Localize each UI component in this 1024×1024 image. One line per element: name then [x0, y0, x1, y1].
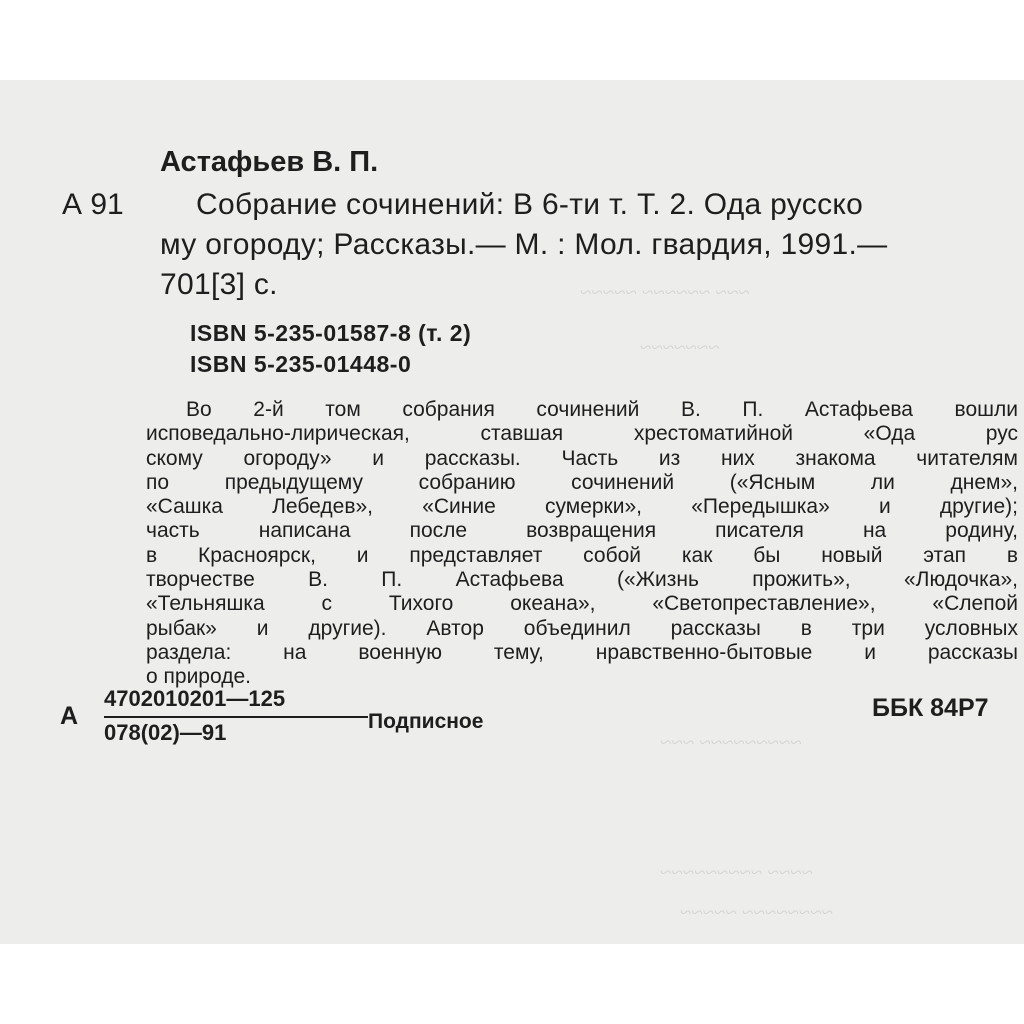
annotation-line: о природе.	[146, 665, 251, 689]
catalog-card-page	[0, 80, 1024, 944]
fraction-divider	[104, 716, 368, 718]
title-line-2: му огороду; Рассказы.— М. : Мол. гвардия, 1991.—	[160, 228, 888, 261]
annotation-line: раздела: на военную тему, нравственно-бытовые и рассказы	[146, 640, 1018, 664]
title-line-1: Собрание сочинений: В 6-ти т. Т. 2. Ода русско	[196, 188, 864, 221]
classification-denominator: 078(02)—91	[104, 720, 227, 745]
annotation-line: часть написана после возвращения писателя на родину,	[146, 519, 1018, 543]
author-heading: Астафьев В. П.	[160, 146, 379, 178]
footer-letter: А	[60, 702, 79, 730]
annotation-line: исповедально-лирическая, ставшая хрестоматийной «Ода рус	[146, 422, 1018, 446]
author-sign-code: А 91	[62, 188, 124, 221]
annotation-line: рыбак» и другие). Автор объединил рассказы в три условных	[146, 616, 1018, 640]
bbk-code: ББК 84Р7	[872, 694, 989, 722]
annotation-line: творчестве В. П. Астафьева («Жизнь прожить», «Людочка»,	[146, 568, 1018, 592]
annotation-line: Во 2-й том собрания сочинений В. П. Астафьева вошли	[186, 398, 1018, 421]
bleed-through-decoration: ~~~ ~~~~~~ ~~~~~	[580, 280, 750, 304]
annotation-line: «Тельняшка с Тихого океана», «Светопреставление», «Слепой	[146, 592, 1018, 616]
isbn-volume: ISBN 5-235-01587-8 (т. 2)	[190, 320, 472, 346]
annotation-line: в Красноярск, и представляет собой как бы новый этап в	[146, 543, 1018, 567]
annotation-line: по предыдущему собранию сочинений («Ясным ли днем»,	[146, 470, 1018, 494]
annotation-line: «Сашка Лебедев», «Синие сумерки», «Передышка» и другие);	[146, 495, 1018, 519]
bleed-through-decoration: ~~~~~~~~~ ~~~	[660, 730, 802, 754]
bleed-through-decoration: ~~~~ ~~~~~~~~~	[660, 860, 813, 884]
bleed-through-decoration: ~~~~~~~~ ~~~~~	[680, 900, 833, 924]
isbn-set: ISBN 5-235-01448-0	[190, 351, 412, 377]
annotation	[146, 398, 1018, 690]
bleed-through-decoration: ~~~~~~~	[640, 335, 720, 359]
subscription-label: Подписное	[368, 710, 484, 733]
classification-numerator: 4702010201—125	[104, 686, 286, 711]
annotation-line: скому огороду» и рассказы. Часть из них знакома читателям	[146, 446, 1018, 470]
title-line-3: 701[3] с.	[160, 268, 278, 301]
